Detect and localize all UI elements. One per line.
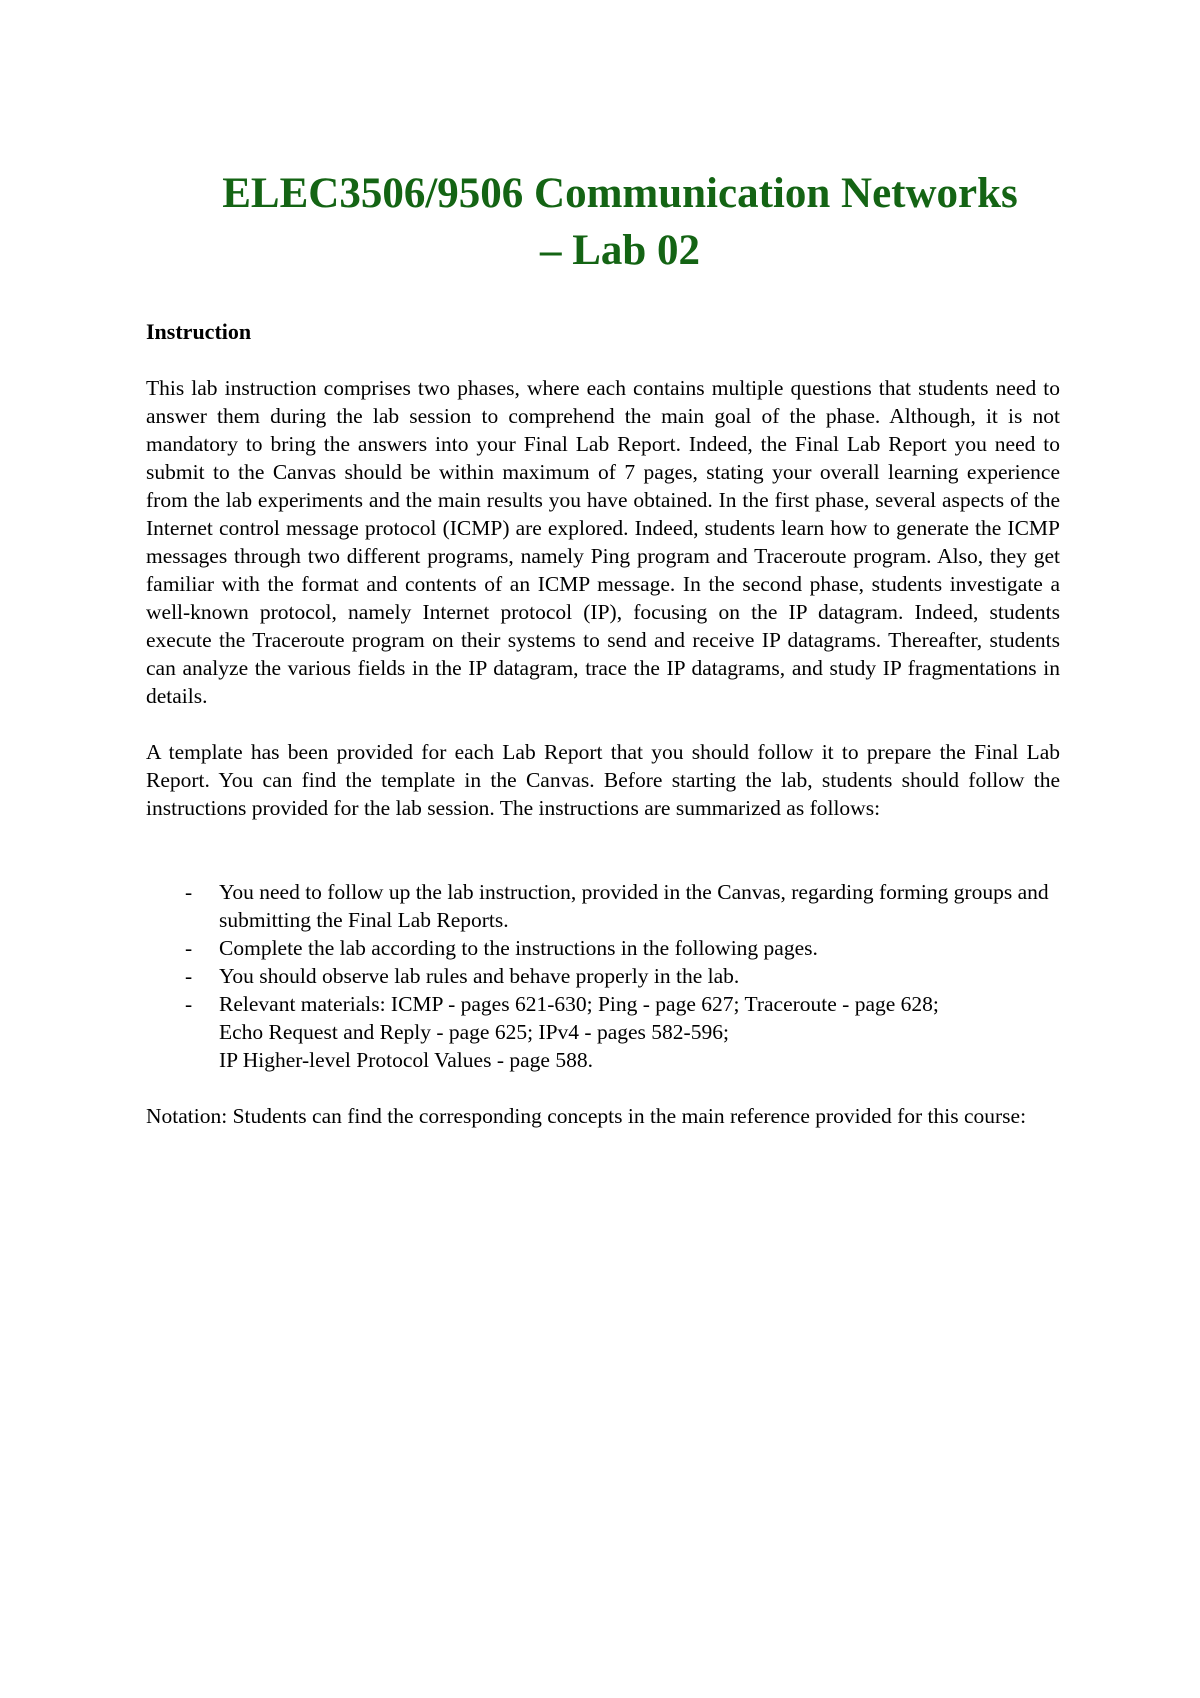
list-item (146, 962, 1060, 990)
list-item-text: Complete the lab according to the instructions in the following pages. (219, 936, 818, 960)
section-heading: Instruction (146, 319, 252, 344)
paragraph-overview: This lab instruction comprises two phases, where each contains multiple questions that students need to answer them during the lab session to comprehend the main goal of the phase. Although, it is not mandatory to bring the answers into your Final Lab Report. Indeed, the Final Lab Report you need to submit to the Canvas should be within maximum of 7 pages, stating your overall learning experience from the lab experiments and the main results you have obtained. In the first phase, several aspects of the Internet control message protocol (ICMP) are explored. Indeed, students learn how to generate the ICMP messages through two different programs, namely Ping program and Traceroute program. Also, they get familiar with the format and contents of an ICMP message. In the second phase, students investigate a well-known protocol, namely Internet protocol (IP), focusing on the IP datagram. Indeed, students execute the Traceroute program on their systems to send and receive IP datagrams. Thereafter, students can analyze the various fields in the IP datagram, trace the IP datagrams, and study IP fragmentations in details. (146, 376, 1060, 708)
bullet-dash: - (185, 964, 193, 988)
paragraph-template: A template has been provided for each Lab Report that you should follow it to prepare the Final Lab Report. You can find the template in the Canvas. Before starting the lab, students should follow the instructions provided for the lab session. The instructions are summarized as follows: (146, 740, 1060, 820)
materials-continuation-line: IP Higher-level Protocol Values - page 588. (219, 1048, 593, 1072)
document-body (146, 318, 1060, 1130)
list-item-text: Relevant materials: ICMP - pages 621-630; Ping - page 627; Traceroute - page 628; (219, 992, 939, 1016)
document-title (120, 165, 1120, 279)
list-item-text: You should observe lab rules and behave properly in the lab. (219, 964, 740, 988)
list-item (146, 878, 1060, 934)
bullet-dash: - (185, 936, 193, 960)
list-item (146, 990, 1060, 1018)
list-item (146, 934, 1060, 962)
instruction-list (146, 878, 1060, 1074)
bullet-dash: - (185, 880, 193, 904)
notation-paragraph: Notation: Students can find the corresponding concepts in the main reference provided for this course: (146, 1104, 1027, 1128)
title-line-1: ELEC3506/9506 Communication Networks (222, 170, 1018, 217)
bullet-dash: - (185, 992, 193, 1016)
list-item-text: You need to follow up the lab instruction, provided in the Canvas, regarding forming groups and submitting the Final Lab Reports. (219, 880, 1049, 932)
title-line-2: – Lab 02 (539, 227, 701, 274)
materials-continuation-line: Echo Request and Reply - page 625; IPv4 - pages 582-596; (219, 1020, 729, 1044)
